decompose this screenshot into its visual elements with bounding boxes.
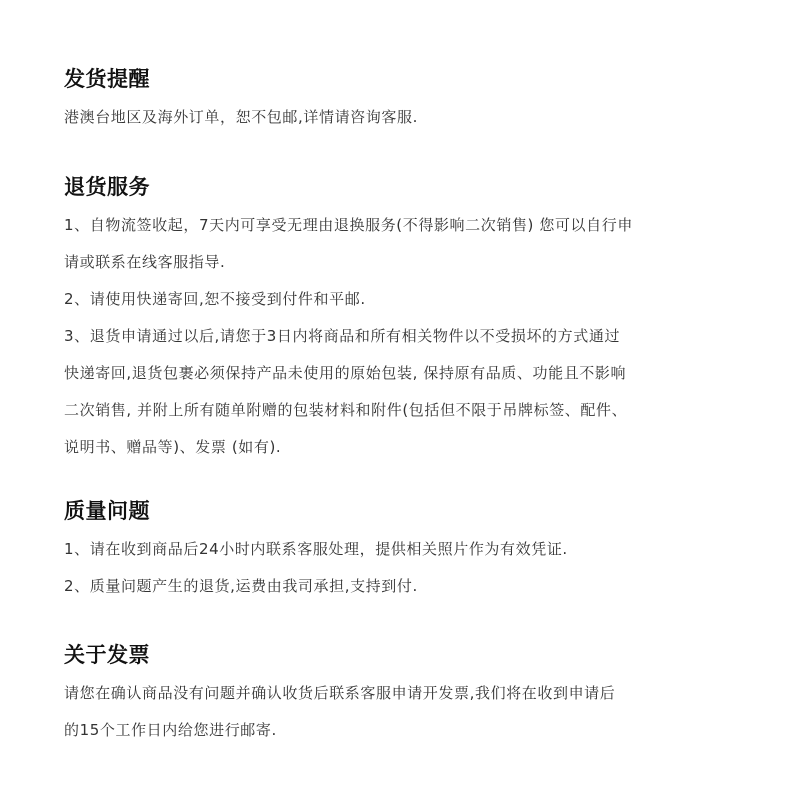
section-title: 质量问题 [64, 499, 150, 523]
text-line: 3、退货申请通过以后,请您于3日内将商品和所有相关物件以不受损坏的方式通过 [64, 327, 621, 345]
text-line: 1、自物流签收起，7天内可享受无理由退换服务(不得影响二次销售) 您可以自行申 [64, 216, 633, 234]
section-body [64, 675, 726, 749]
section-title: 关于发票 [64, 643, 150, 667]
text-line: 请或联系在线客服指导. [64, 253, 226, 271]
text-line: 港澳台地区及海外订单，恕不包邮,详情请咨询客服. [64, 108, 418, 126]
section-return-service [64, 174, 726, 466]
section-title: 发货提醒 [64, 67, 150, 91]
text-line: 二次销售, 并附上所有随单附赠的包装材料和附件(包括但不限于吊牌标签、配件、 [64, 401, 628, 419]
text-line: 1、请在收到商品后24小时内联系客服处理，提供相关照片作为有效凭证. [64, 540, 568, 558]
section-quality-issues [64, 498, 726, 605]
section-title: 退货服务 [64, 175, 150, 199]
text-line: 请您在确认商品没有问题并确认收货后联系客服申请开发票,我们将在收到申请后 [64, 684, 616, 702]
section-body [64, 99, 726, 136]
section-body [64, 531, 726, 605]
section-shipping-reminder [64, 66, 726, 136]
text-line: 说明书、赠品等)、发票 (如有). [64, 438, 282, 456]
section-invoice [64, 642, 726, 749]
text-line: 快递寄回,退货包裹必须保持产品未使用的原始包装, 保持原有品质、功能且不影响 [64, 364, 627, 382]
text-line: 的15个工作日内给您进行邮寄. [64, 721, 277, 739]
text-line: 2、质量问题产生的退货,运费由我司承担,支持到付. [64, 577, 418, 595]
section-body [64, 207, 726, 466]
text-line: 2、请使用快递寄回,恕不接受到付件和平邮. [64, 290, 366, 308]
